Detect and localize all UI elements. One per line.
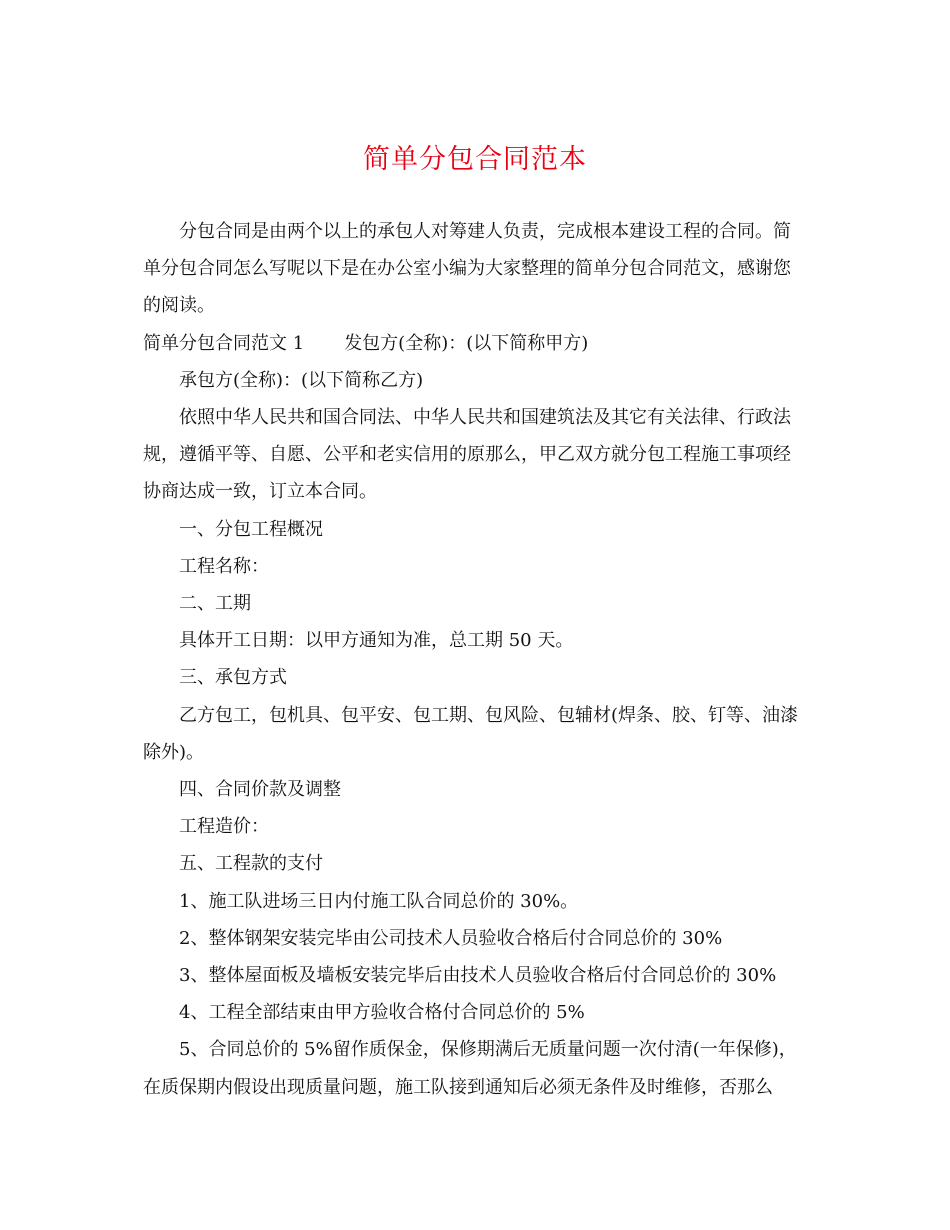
schedule-text: 具体开工日期：以甲方通知为准，总工期 50 天。: [179, 630, 574, 652]
project-name-label: 工程名称：: [179, 555, 269, 577]
party-b-label: 承包方(全称)：(以下简称乙方): [179, 369, 424, 391]
payment-item-1: 1、施工队进场三日内付施工队合同总价的 30%。: [179, 890, 579, 912]
section-5-title: 五、工程款的支付: [179, 853, 323, 875]
payment-item-2: 2、整体钢架安装完毕由公司技术人员验收合格后付合同总价的 30%: [179, 927, 723, 949]
section-2-title: 二、工期: [179, 593, 251, 615]
intro-paragraph: 分包合同是由两个以上的承包人对筹建人负责，完成根本建设工程的合同。简单分包合同怎么写呢以下是在办公室小编为大家整理的简单分包合同范文，感谢您的阅读。: [143, 221, 791, 317]
preamble-paragraph: 依照中华人民共和国合同法、中华人民共和国建筑法及其它有关法律、行政法规，遵循平等、自愿、公平和老实信用的原那么，甲乙双方就分包工程施工事项经协商达成一致，订立本合同。: [143, 407, 791, 503]
document-title: 简单分包合同范本: [363, 144, 587, 175]
sample-heading-line: [143, 325, 805, 362]
payment-item-3: 3、整体屋面板及墙板安装完毕后由技术人员验收合格后付合同总价的 30%: [179, 965, 777, 987]
party-a-label: 发包方(全称)：(以下简称甲方): [344, 332, 589, 354]
document-body: [143, 213, 805, 1106]
section-1-title: 一、分包工程概况: [179, 518, 323, 540]
payment-item-4: 4、工程全部结束由甲方验收合格付合同总价的 5%: [179, 1002, 585, 1024]
section-3-title: 三、承包方式: [179, 667, 287, 689]
contract-method-text: 乙方包工，包机具、包平安、包工期、包风险、包辅材(焊条、胶、钉等、油漆除外)。: [143, 704, 799, 763]
sample-heading: 简单分包合同范文 1: [143, 332, 305, 354]
section-4-title: 四、合同价款及调整: [179, 779, 341, 801]
cost-label: 工程造价：: [179, 816, 269, 838]
payment-item-5: 5、合同总价的 5%留作质保金，保修期满后无质量问题一次付清(一年保修)，在质保期内假设出现质量问题，施工队接到通知后必须无条件及时维修，否那么: [143, 1039, 797, 1098]
